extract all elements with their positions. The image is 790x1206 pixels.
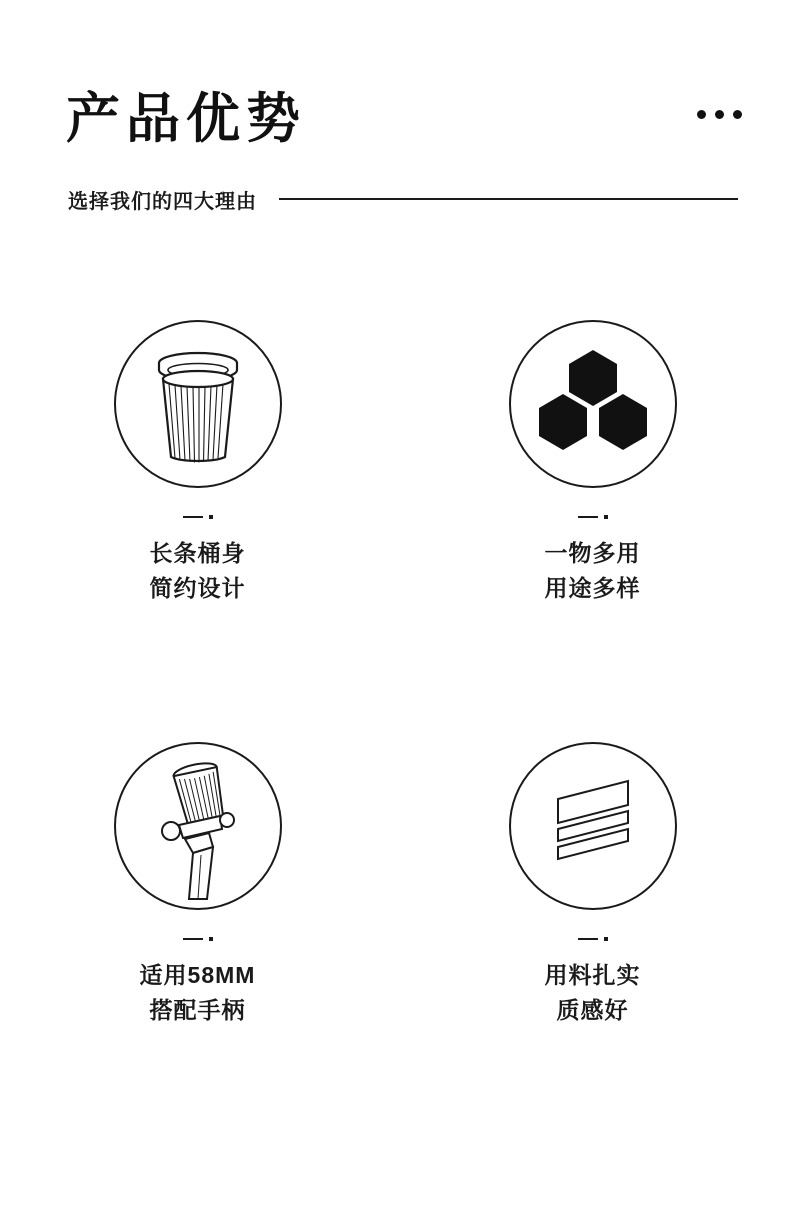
subtitle-row [68, 182, 738, 216]
page-header [0, 89, 790, 242]
feature-caption [545, 958, 641, 1027]
feature-caption [545, 536, 641, 605]
divider-bar [578, 938, 598, 940]
dot-1 [697, 110, 706, 119]
caption-divider [183, 510, 213, 524]
subtitle-divider-line [279, 198, 738, 200]
divider-dot [209, 515, 213, 519]
feature-caption-line2: 质感好 [556, 996, 629, 1023]
more-dots-icon [697, 110, 742, 119]
dot-3 [733, 110, 742, 119]
brush-head-handle-icon [123, 751, 273, 901]
feature-caption-line1: 一物多用 [544, 540, 641, 566]
page-subtitle: 选择我们的四大理由 [68, 190, 257, 213]
feature-caption-line2: 用途多样 [544, 574, 641, 601]
feature-icon-circle [509, 742, 677, 910]
feature-caption [150, 536, 246, 605]
divider-dot [604, 515, 608, 519]
divider-bar [183, 516, 203, 518]
hexagon-cluster-icon [531, 346, 655, 462]
feature-icon-circle [114, 320, 282, 488]
divider-bar [183, 938, 203, 940]
feature-item [0, 742, 395, 1027]
feature-caption-line1: 长条桶身 [149, 540, 246, 566]
caption-divider [578, 510, 608, 524]
page-title: 产品优势 [66, 89, 306, 149]
feature-item [395, 320, 790, 605]
feature-caption-line2: 搭配手柄 [149, 996, 246, 1023]
caption-divider [183, 932, 213, 946]
feature-caption-line1: 用料扎实 [544, 962, 641, 988]
features-grid [0, 320, 790, 1027]
feature-item [0, 320, 395, 605]
feature-icon-circle [509, 320, 677, 488]
dot-2 [715, 110, 724, 119]
caption-divider [578, 932, 608, 946]
feature-caption [140, 958, 256, 1027]
features-row-1 [0, 320, 790, 605]
divider-bar [578, 516, 598, 518]
feature-item [395, 742, 790, 1027]
trash-bin-icon [138, 339, 258, 469]
features-row-2 [0, 742, 790, 1027]
divider-dot [209, 937, 213, 941]
divider-dot [604, 937, 608, 941]
stacked-sheets-icon [528, 771, 658, 881]
feature-caption-line1: 适用58MM [139, 962, 256, 988]
feature-caption-line2: 简约设计 [149, 574, 246, 601]
feature-icon-circle [114, 742, 282, 910]
